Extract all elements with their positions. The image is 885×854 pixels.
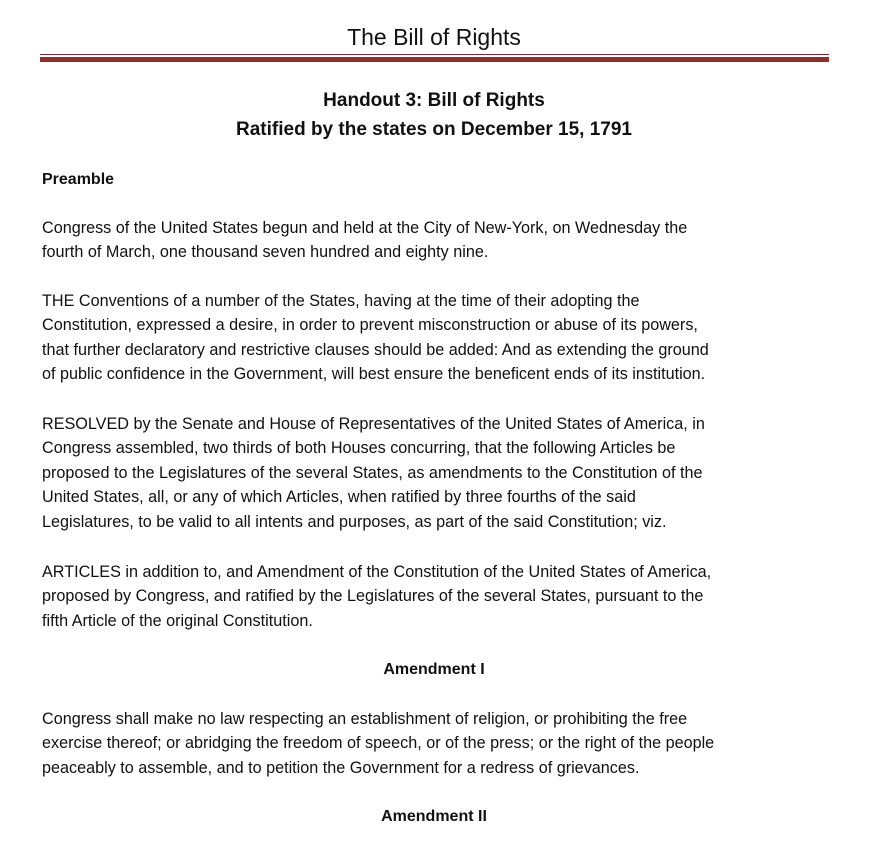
paragraph-line: Congress shall make no law respecting an establishment of religion, or prohibiting the free xyxy=(42,710,688,728)
amendment-1-heading: Amendment I xyxy=(383,661,485,678)
paragraph-line: of public confidence in the Government, will best ensure the beneficent ends of its institution. xyxy=(42,365,706,384)
preamble-heading: Preamble xyxy=(42,171,115,188)
paragraph-line: ARTICLES in addition to, and Amendment of the Constitution of the United States of America, xyxy=(42,563,712,581)
paragraph-line: fourth of March, one thousand seven hundred and eighty nine. xyxy=(42,243,489,262)
paragraph-resolved xyxy=(42,412,842,534)
paragraph-line: exercise thereof; or abridging the freedom of speech, or of the press; or the right of the people xyxy=(42,734,715,753)
paragraph-line: Congress assembled, two thirds of both Houses concurring, that the following Articles be xyxy=(42,439,676,458)
paragraph-line: fifth Article of the original Constitution. xyxy=(42,611,313,630)
header-divider xyxy=(40,54,829,62)
paragraph-line: RESOLVED by the Senate and House of Representatives of the United States of America, in xyxy=(42,415,705,433)
paragraph-articles xyxy=(42,560,842,633)
paragraph-line: Congress of the United States begun and held at the City of New-York, on Wednesday the xyxy=(42,219,688,237)
handout-subtitle: Ratified by the states on December 15, 1791 xyxy=(236,119,632,140)
header-divider-thick-line xyxy=(40,57,829,62)
paragraph-conventions xyxy=(42,289,842,387)
paragraph-line: proposed by Congress, and ratified by the Legislatures of the several States, pursuant to the xyxy=(42,587,704,606)
paragraph-line: peaceably to assemble, and to petition the Government for a redress of grievances. xyxy=(42,758,640,777)
page-header-title: The Bill of Rights xyxy=(347,24,521,50)
amendment-1-text xyxy=(42,707,842,780)
paragraph-line: proposed to the Legislatures of the several States, as amendments to the Constitution of the xyxy=(42,463,703,482)
paragraph-line: THE Conventions of a number of the States, having at the time of their adopting the xyxy=(42,292,640,310)
amendment-2-heading: Amendment II xyxy=(381,808,487,825)
paragraph-line: that further declaratory and restrictive clauses should be added: And as extending the ground xyxy=(42,340,709,359)
paragraph-line: Legislatures, to be valid to all intents and purposes, as part of the said Constitution; viz. xyxy=(42,512,667,531)
handout-title: Handout 3: Bill of Rights xyxy=(323,90,545,111)
header-divider-thin-line xyxy=(40,54,829,55)
paragraph-line: Constitution, expressed a desire, in order to prevent misconstruction or abuse of its powers, xyxy=(42,316,698,335)
paragraph-congress-begun xyxy=(42,216,842,265)
paragraph-line: United States, all, or any of which Articles, when ratified by three fourths of the said xyxy=(42,488,636,507)
